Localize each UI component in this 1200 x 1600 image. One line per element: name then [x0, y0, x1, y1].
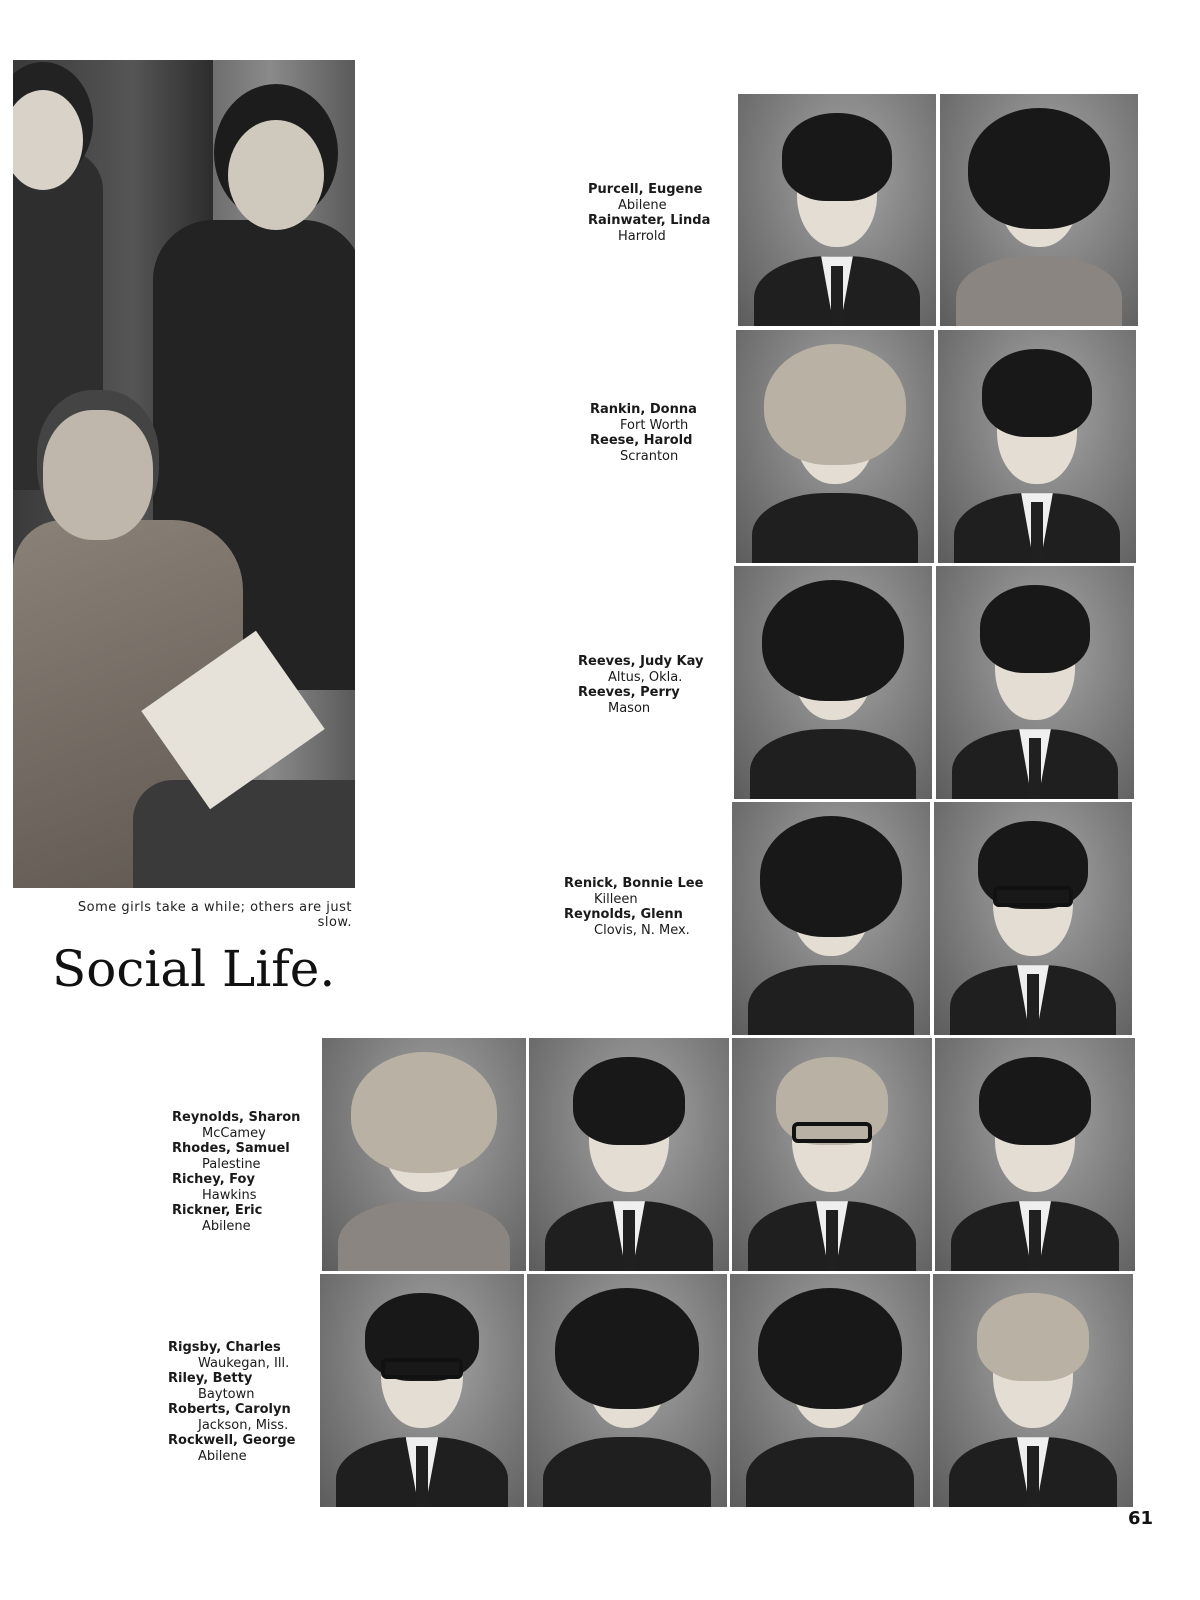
student-name: Reeves, Judy Kay: [578, 654, 704, 669]
name-group-3: [578, 654, 703, 716]
student-name: Rankin, Donna: [590, 402, 697, 417]
candid-man-legs: [133, 780, 355, 888]
student-name: Roberts, Carolyn: [168, 1402, 291, 1417]
student-name: Rainwater, Linda: [588, 213, 711, 228]
student-town: Abilene: [202, 1218, 251, 1234]
name-group-1: [588, 182, 710, 244]
student-town: Altus, Okla.: [608, 669, 683, 685]
portrait-richey-foy: [732, 1038, 932, 1271]
student-town: Palestine: [202, 1156, 261, 1172]
student-town: Clovis, N. Mex.: [594, 922, 690, 938]
student-town: Jackson, Miss.: [198, 1417, 289, 1433]
portrait-purcell-eugene: [738, 94, 936, 326]
portrait-reeves-judy-kay: [734, 566, 932, 799]
portrait-rickner-eric: [935, 1038, 1135, 1271]
student-town: Hawkins: [202, 1187, 257, 1203]
student-name: Rigsby, Charles: [168, 1340, 281, 1355]
student-town: Scranton: [620, 448, 679, 464]
portrait-renick-bonnie-lee: [732, 802, 930, 1035]
portrait-reynolds-sharon: [322, 1038, 526, 1271]
portrait-reeves-perry: [936, 566, 1134, 799]
portrait-rhodes-samuel: [529, 1038, 729, 1271]
portrait-reynolds-glenn: [934, 802, 1132, 1035]
name-group-5: [172, 1110, 300, 1234]
student-name: Reeves, Perry: [578, 685, 680, 700]
portrait-reese-harold: [938, 330, 1136, 563]
portrait-rockwell-george: [933, 1274, 1133, 1507]
student-name: Reese, Harold: [590, 433, 693, 448]
portrait-rainwater-linda: [940, 94, 1138, 326]
student-name: Renick, Bonnie Lee: [564, 876, 704, 891]
candid-man-head: [43, 410, 153, 540]
section-title: Social Life.: [52, 940, 336, 998]
student-name: Riley, Betty: [168, 1371, 253, 1386]
student-name: Richey, Foy: [172, 1172, 255, 1187]
student-name: Reynolds, Glenn: [564, 907, 683, 922]
portrait-roberts-carolyn: [730, 1274, 930, 1507]
photo-caption: Some girls take a while; others are just slow.: [77, 900, 352, 930]
portrait-rankin-donna: [736, 330, 934, 563]
student-town: Abilene: [198, 1448, 247, 1464]
student-name: Rockwell, George: [168, 1433, 296, 1448]
student-town: McCamey: [202, 1125, 266, 1141]
portrait-rigsby-charles: [320, 1274, 524, 1507]
student-town: Killeen: [594, 891, 638, 907]
name-group-2: [590, 402, 697, 464]
student-town: Baytown: [198, 1386, 255, 1402]
name-group-4: [564, 876, 703, 938]
student-town: Abilene: [618, 197, 667, 213]
student-town: Fort Worth: [620, 417, 689, 433]
candid-photo: [13, 60, 355, 888]
student-town: Waukegan, Ill.: [198, 1355, 290, 1371]
student-name: Purcell, Eugene: [588, 182, 703, 197]
portrait-riley-betty: [527, 1274, 727, 1507]
student-name: Rickner, Eric: [172, 1203, 263, 1218]
page-number: 61: [1128, 1508, 1154, 1529]
student-town: Harrold: [618, 228, 666, 244]
student-name: Reynolds, Sharon: [172, 1110, 301, 1125]
candid-girl-center-head: [228, 120, 324, 230]
student-town: Mason: [608, 700, 651, 716]
name-group-6: [168, 1340, 295, 1464]
student-name: Rhodes, Samuel: [172, 1141, 290, 1156]
